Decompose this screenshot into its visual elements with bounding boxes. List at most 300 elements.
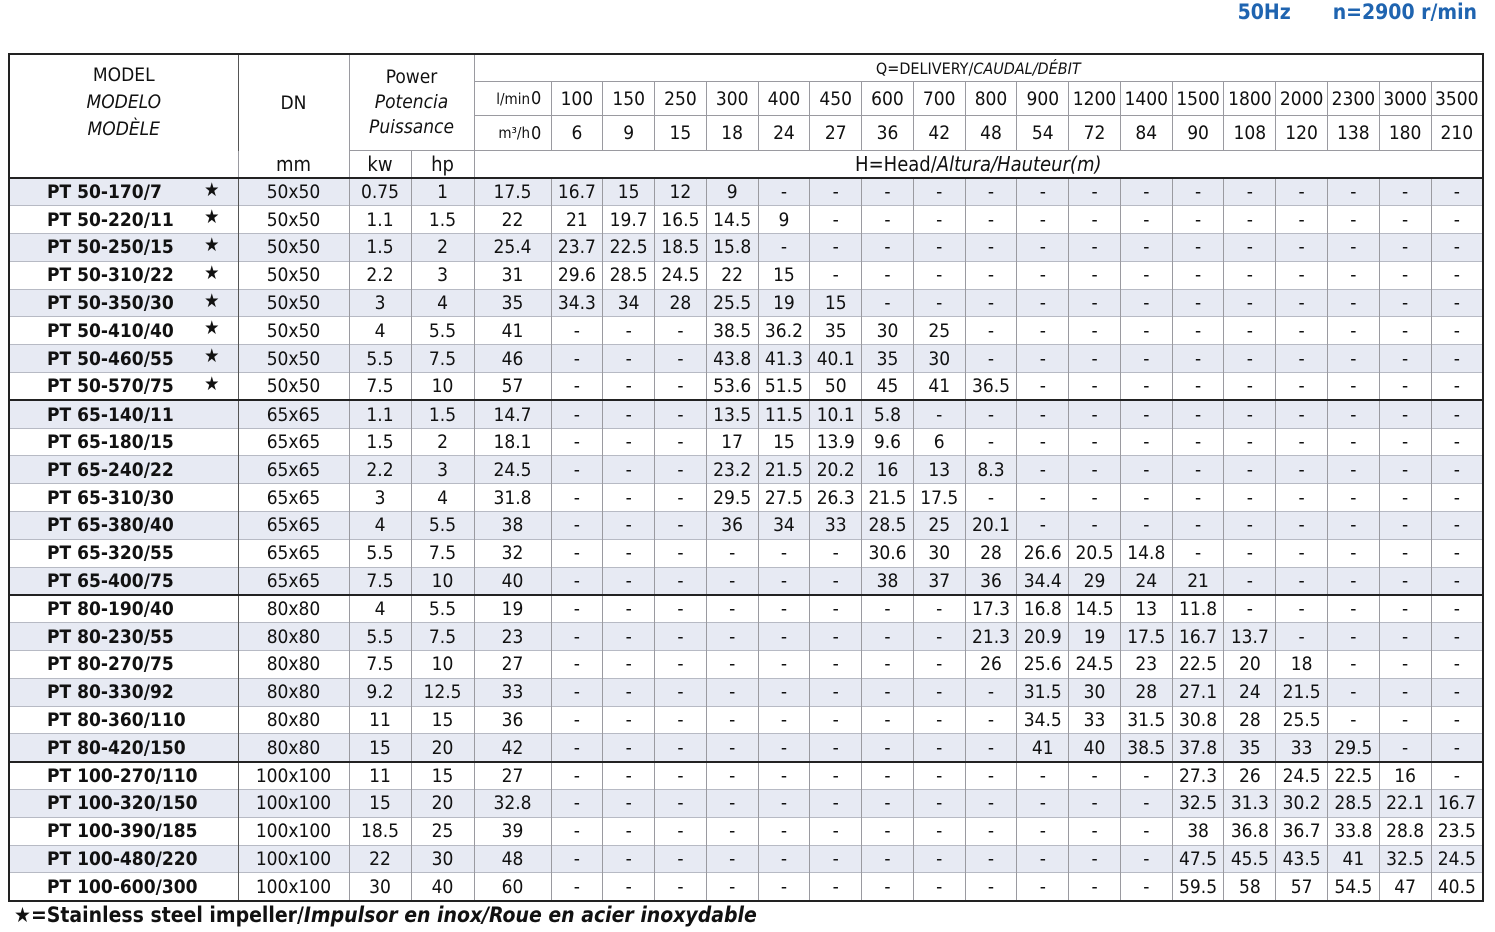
head-cell: - <box>1069 762 1121 790</box>
star-icon: ★ <box>14 903 31 927</box>
power-label-en: Power <box>385 66 438 88</box>
head-cell: 36.2 <box>758 317 810 345</box>
head-cell: 17.5 <box>913 484 965 512</box>
head-cell: - <box>551 373 603 401</box>
head-cell: - <box>965 345 1017 373</box>
model-name: PT 65-380/40 <box>47 514 174 537</box>
head-cell: - <box>810 790 862 818</box>
head-cell: - <box>965 678 1017 706</box>
head-cell: 35 <box>810 317 862 345</box>
shutoff-head-cell: 24.5 <box>474 456 551 484</box>
head-cell: - <box>706 539 758 567</box>
head-cell: - <box>862 651 914 679</box>
delivery-header <box>474 54 1483 82</box>
head-cell: - <box>603 623 655 651</box>
head-cell: 16.5 <box>655 206 707 234</box>
lmin-value: 100 <box>551 82 603 116</box>
head-cell: - <box>551 623 603 651</box>
table-row <box>9 567 1483 595</box>
head-cell: 29.5 <box>706 484 758 512</box>
head-cell: 24.5 <box>1431 845 1483 873</box>
head-cell: - <box>913 873 965 901</box>
model-name: PT 50-410/40 <box>47 319 174 342</box>
head-cell: 31.5 <box>1120 706 1172 734</box>
head-cell: 24.5 <box>655 261 707 289</box>
dn-cell: 80x80 <box>238 706 349 734</box>
head-cell: - <box>810 706 862 734</box>
head-cell: - <box>965 484 1017 512</box>
head-cell: 28 <box>655 289 707 317</box>
head-cell: - <box>1017 178 1069 206</box>
head-cell: 28.5 <box>603 261 655 289</box>
dn-cell: 100x100 <box>238 762 349 790</box>
head-cell: 33 <box>810 512 862 540</box>
head-cell: - <box>551 400 603 428</box>
head-cell: - <box>862 678 914 706</box>
head-cell: - <box>1017 373 1069 401</box>
head-cell: - <box>1327 678 1379 706</box>
lmin-value: 450 <box>810 82 862 116</box>
table-row <box>9 178 1483 206</box>
model-name: PT 100-270/110 <box>47 764 198 787</box>
model-cell <box>9 261 238 289</box>
head-cell: 15 <box>810 289 862 317</box>
hp-cell: 5.5 <box>411 317 474 345</box>
head-cell: - <box>862 873 914 901</box>
dn-cell: 50x50 <box>238 345 349 373</box>
head-cell: 20 <box>1224 651 1276 679</box>
head-cell: - <box>655 817 707 845</box>
head-cell: 17 <box>706 428 758 456</box>
head-cell: - <box>706 762 758 790</box>
head-cell: 13.7 <box>1224 623 1276 651</box>
kw-cell: 1.5 <box>349 428 411 456</box>
model-cell <box>9 762 238 790</box>
head-cell: 9.6 <box>862 428 914 456</box>
head-cell: 19.7 <box>603 206 655 234</box>
head-cell: 20.9 <box>1017 623 1069 651</box>
head-cell: - <box>1120 873 1172 901</box>
head-cell: - <box>1431 261 1483 289</box>
head-cell: - <box>603 595 655 623</box>
hp-cell: 7.5 <box>411 539 474 567</box>
head-cell: - <box>1069 790 1121 818</box>
head-cell: 20.1 <box>965 512 1017 540</box>
speed-label: n=2900 r/min <box>1332 0 1477 24</box>
head-cell: - <box>913 178 965 206</box>
head-cell: - <box>603 539 655 567</box>
head-cell: 37.8 <box>1172 734 1224 762</box>
head-cell: 22 <box>706 261 758 289</box>
head-cell: - <box>758 678 810 706</box>
head-cell: - <box>862 706 914 734</box>
head-cell: - <box>706 678 758 706</box>
head-cell: - <box>758 706 810 734</box>
head-cell: - <box>1327 456 1379 484</box>
head-cell: - <box>913 206 965 234</box>
table-row <box>9 400 1483 428</box>
model-cell <box>9 428 238 456</box>
head-cell: - <box>1327 484 1379 512</box>
head-cell: - <box>1120 456 1172 484</box>
head-cell: - <box>655 456 707 484</box>
kw-cell: 1.1 <box>349 400 411 428</box>
head-cell: - <box>1172 512 1224 540</box>
head-cell: 29.6 <box>551 261 603 289</box>
head-cell: - <box>1172 289 1224 317</box>
head-cell: 27.3 <box>1172 762 1224 790</box>
head-cell: - <box>603 400 655 428</box>
head-cell: - <box>810 595 862 623</box>
model-cell <box>9 734 238 762</box>
head-cell: - <box>655 400 707 428</box>
head-cell: 16.7 <box>551 178 603 206</box>
dn-cell: 80x80 <box>238 734 349 762</box>
dn-cell: 50x50 <box>238 206 349 234</box>
head-cell: 13.9 <box>810 428 862 456</box>
head-cell: 38.5 <box>1120 734 1172 762</box>
table-row <box>9 206 1483 234</box>
dn-cell: 50x50 <box>238 261 349 289</box>
head-cell: - <box>862 261 914 289</box>
head-cell: 14.5 <box>706 206 758 234</box>
dn-cell: 80x80 <box>238 678 349 706</box>
hp-cell: 3 <box>411 261 474 289</box>
m3h-zero: 0 <box>531 116 551 151</box>
head-cell: - <box>1431 484 1483 512</box>
head-cell: 57 <box>1276 873 1328 901</box>
head-cell: - <box>1379 539 1431 567</box>
head-cell: - <box>862 762 914 790</box>
head-cell: 30 <box>862 317 914 345</box>
head-cell: - <box>551 790 603 818</box>
head-cell: - <box>655 762 707 790</box>
head-cell: 15.8 <box>706 234 758 262</box>
head-cell: - <box>1276 261 1328 289</box>
head-cell: - <box>1276 484 1328 512</box>
head-cell: - <box>551 456 603 484</box>
head-cell: - <box>1431 400 1483 428</box>
model-label-en: MODEL <box>92 64 155 87</box>
head-cell: - <box>913 651 965 679</box>
head-cell: - <box>1379 289 1431 317</box>
head-cell: - <box>913 261 965 289</box>
model-cell <box>9 539 238 567</box>
head-cell: - <box>1224 261 1276 289</box>
dn-cell: 65x65 <box>238 567 349 595</box>
kw-cell: 11 <box>349 762 411 790</box>
hp-cell: 4 <box>411 289 474 317</box>
model-name: PT 65-400/75 <box>47 569 174 592</box>
head-cell: - <box>965 206 1017 234</box>
head-cell: - <box>603 373 655 401</box>
head-cell: - <box>758 539 810 567</box>
head-cell: - <box>1276 206 1328 234</box>
delivery-label-es-fr: CAUDAL/DÉBIT <box>973 58 1081 78</box>
table-row <box>9 678 1483 706</box>
head-cell: 27.1 <box>1172 678 1224 706</box>
head-cell: - <box>1276 345 1328 373</box>
table-row <box>9 845 1483 873</box>
dn-cell: 50x50 <box>238 373 349 401</box>
head-cell: - <box>913 845 965 873</box>
model-header <box>9 54 238 151</box>
m3h-value: 138 <box>1327 116 1379 151</box>
head-cell: - <box>1017 317 1069 345</box>
dn-cell: 65x65 <box>238 400 349 428</box>
head-cell: - <box>1069 456 1121 484</box>
head-cell: 31.5 <box>1017 678 1069 706</box>
head-cell: - <box>965 428 1017 456</box>
head-cell: - <box>862 289 914 317</box>
head-cell: - <box>1431 512 1483 540</box>
head-cell: 54.5 <box>1327 873 1379 901</box>
model-cell <box>9 790 238 818</box>
dn-cell: 65x65 <box>238 539 349 567</box>
hp-unit: hp <box>411 151 474 179</box>
head-cell: - <box>1379 428 1431 456</box>
model-name: PT 50-250/15 <box>47 236 174 259</box>
head-cell: - <box>862 206 914 234</box>
head-cell: - <box>965 845 1017 873</box>
model-cell <box>9 623 238 651</box>
head-cell: - <box>1379 651 1431 679</box>
kw-cell: 15 <box>349 734 411 762</box>
star-icon: ★ <box>204 373 220 396</box>
hp-cell: 10 <box>411 373 474 401</box>
head-cell: 32.5 <box>1172 790 1224 818</box>
head-cell: 32.5 <box>1379 845 1431 873</box>
head-cell: 33.8 <box>1327 817 1379 845</box>
head-cell: - <box>1172 345 1224 373</box>
model-name: PT 100-320/150 <box>47 792 198 815</box>
head-cell: - <box>1017 345 1069 373</box>
head-cell: 23.5 <box>1431 817 1483 845</box>
head-cell: - <box>655 873 707 901</box>
head-cell: - <box>1224 178 1276 206</box>
model-name: PT 50-310/22 <box>47 264 174 287</box>
head-cell: - <box>1431 595 1483 623</box>
head-cell: - <box>810 623 862 651</box>
dn-header: DN <box>238 54 349 151</box>
head-cell: - <box>1327 206 1379 234</box>
head-cell: - <box>1172 428 1224 456</box>
head-cell: 18.5 <box>655 234 707 262</box>
head-cell: - <box>1379 345 1431 373</box>
head-cell: - <box>1327 234 1379 262</box>
table-row <box>9 539 1483 567</box>
head-cell: - <box>758 651 810 679</box>
shutoff-head-cell: 46 <box>474 345 551 373</box>
head-cell: 20.2 <box>810 456 862 484</box>
table-row <box>9 373 1483 401</box>
head-cell: - <box>1276 289 1328 317</box>
head-header <box>474 151 1483 179</box>
model-name: PT 50-220/11 <box>47 208 174 231</box>
m3h-value: 18 <box>706 116 758 151</box>
head-cell: 11.8 <box>1172 595 1224 623</box>
head-cell: 26.3 <box>810 484 862 512</box>
head-cell: - <box>1431 456 1483 484</box>
head-cell: 38.5 <box>706 317 758 345</box>
head-cell: - <box>655 595 707 623</box>
kw-cell: 5.5 <box>349 623 411 651</box>
kw-cell: 4 <box>349 317 411 345</box>
head-cell: - <box>1120 345 1172 373</box>
head-cell: - <box>1224 567 1276 595</box>
head-cell: 30 <box>913 345 965 373</box>
head-cell: 30.8 <box>1172 706 1224 734</box>
model-cell <box>9 206 238 234</box>
head-cell: - <box>1172 206 1224 234</box>
kw-cell: 3 <box>349 484 411 512</box>
head-cell: - <box>603 706 655 734</box>
head-cell: - <box>965 289 1017 317</box>
shutoff-head-cell: 36 <box>474 706 551 734</box>
head-cell: - <box>551 706 603 734</box>
shutoff-head-cell: 19 <box>474 595 551 623</box>
lmin-value: 3500 <box>1431 82 1483 116</box>
head-cell: - <box>1379 734 1431 762</box>
head-cell: - <box>655 567 707 595</box>
model-cell <box>9 512 238 540</box>
head-cell: - <box>810 845 862 873</box>
head-cell: 43.5 <box>1276 845 1328 873</box>
kw-cell: 7.5 <box>349 373 411 401</box>
head-cell: 41.3 <box>758 345 810 373</box>
head-cell: - <box>655 373 707 401</box>
dn-cell: 50x50 <box>238 234 349 262</box>
head-cell: 34 <box>758 512 810 540</box>
head-cell: 13.5 <box>706 400 758 428</box>
head-cell: 14.5 <box>1069 595 1121 623</box>
head-cell: - <box>1327 178 1379 206</box>
head-cell: - <box>551 678 603 706</box>
shutoff-head-cell: 27 <box>474 651 551 679</box>
hp-cell: 5.5 <box>411 595 474 623</box>
head-cell: 47.5 <box>1172 845 1224 873</box>
shutoff-head-cell: 41 <box>474 317 551 345</box>
shutoff-head-cell: 42 <box>474 734 551 762</box>
head-cell: 20.5 <box>1069 539 1121 567</box>
m3h-value: 90 <box>1172 116 1224 151</box>
model-name: PT 50-460/55 <box>47 347 174 370</box>
head-cell: 16 <box>862 456 914 484</box>
head-cell: 23.2 <box>706 456 758 484</box>
head-cell: 41 <box>1017 734 1069 762</box>
head-cell: - <box>1120 817 1172 845</box>
shutoff-head-cell: 32 <box>474 539 551 567</box>
shutoff-head-cell: 31 <box>474 261 551 289</box>
head-cell: - <box>913 289 965 317</box>
head-cell: - <box>1276 539 1328 567</box>
head-cell: - <box>551 651 603 679</box>
head-cell: - <box>1327 373 1379 401</box>
head-cell: - <box>706 706 758 734</box>
head-cell: - <box>1120 373 1172 401</box>
head-cell: - <box>965 178 1017 206</box>
head-cell: 25 <box>913 512 965 540</box>
head-cell: 16.7 <box>1431 790 1483 818</box>
head-cell: - <box>1379 261 1431 289</box>
head-cell: 28 <box>965 539 1017 567</box>
head-cell: - <box>551 345 603 373</box>
head-cell: - <box>1276 567 1328 595</box>
model-cell <box>9 817 238 845</box>
head-cell: - <box>1431 178 1483 206</box>
lmin-value: 600 <box>862 82 914 116</box>
head-cell: - <box>706 817 758 845</box>
head-cell: 12 <box>655 178 707 206</box>
head-cell: - <box>758 178 810 206</box>
kw-cell: 1.1 <box>349 206 411 234</box>
head-cell: - <box>965 762 1017 790</box>
head-cell: - <box>1017 484 1069 512</box>
head-cell: - <box>1120 790 1172 818</box>
head-cell: - <box>1431 317 1483 345</box>
head-cell: - <box>1327 567 1379 595</box>
kw-cell: 0.75 <box>349 178 411 206</box>
kw-cell: 4 <box>349 595 411 623</box>
kw-cell: 5.5 <box>349 345 411 373</box>
head-cell: 23.7 <box>551 234 603 262</box>
head-cell: - <box>603 428 655 456</box>
head-cell: 37 <box>913 567 965 595</box>
star-icon: ★ <box>204 179 220 201</box>
head-cell: - <box>1069 817 1121 845</box>
head-cell: - <box>551 817 603 845</box>
hp-cell: 20 <box>411 734 474 762</box>
head-cell: - <box>810 206 862 234</box>
model-name: PT 65-180/15 <box>47 431 174 454</box>
model-cell <box>9 373 238 401</box>
model-unit-blank <box>9 151 238 179</box>
head-cell: - <box>758 595 810 623</box>
pump-performance-table <box>8 53 1484 902</box>
head-cell: - <box>1224 317 1276 345</box>
m3h-value: 6 <box>551 116 603 151</box>
shutoff-head-cell: 25.4 <box>474 234 551 262</box>
dn-cell: 80x80 <box>238 623 349 651</box>
head-cell: - <box>810 817 862 845</box>
head-cell: 40.1 <box>810 345 862 373</box>
head-cell: - <box>603 456 655 484</box>
dn-cell: 65x65 <box>238 456 349 484</box>
head-cell: - <box>1327 539 1379 567</box>
head-cell: 36 <box>965 567 1017 595</box>
head-cell: - <box>1327 595 1379 623</box>
head-cell: - <box>603 651 655 679</box>
model-cell <box>9 345 238 373</box>
head-cell: - <box>551 317 603 345</box>
head-cell: - <box>603 567 655 595</box>
shutoff-head-cell: 18.1 <box>474 428 551 456</box>
dn-cell: 100x100 <box>238 845 349 873</box>
hp-cell: 25 <box>411 817 474 845</box>
head-cell: 28 <box>1224 706 1276 734</box>
head-cell: - <box>1224 206 1276 234</box>
head-cell: - <box>1327 317 1379 345</box>
model-cell <box>9 484 238 512</box>
head-cell: - <box>1120 512 1172 540</box>
head-cell: - <box>758 873 810 901</box>
footnote <box>14 903 757 927</box>
head-cell: 35 <box>862 345 914 373</box>
head-cell: - <box>1120 261 1172 289</box>
table-row <box>9 651 1483 679</box>
head-cell: - <box>1327 651 1379 679</box>
head-cell: - <box>1276 512 1328 540</box>
